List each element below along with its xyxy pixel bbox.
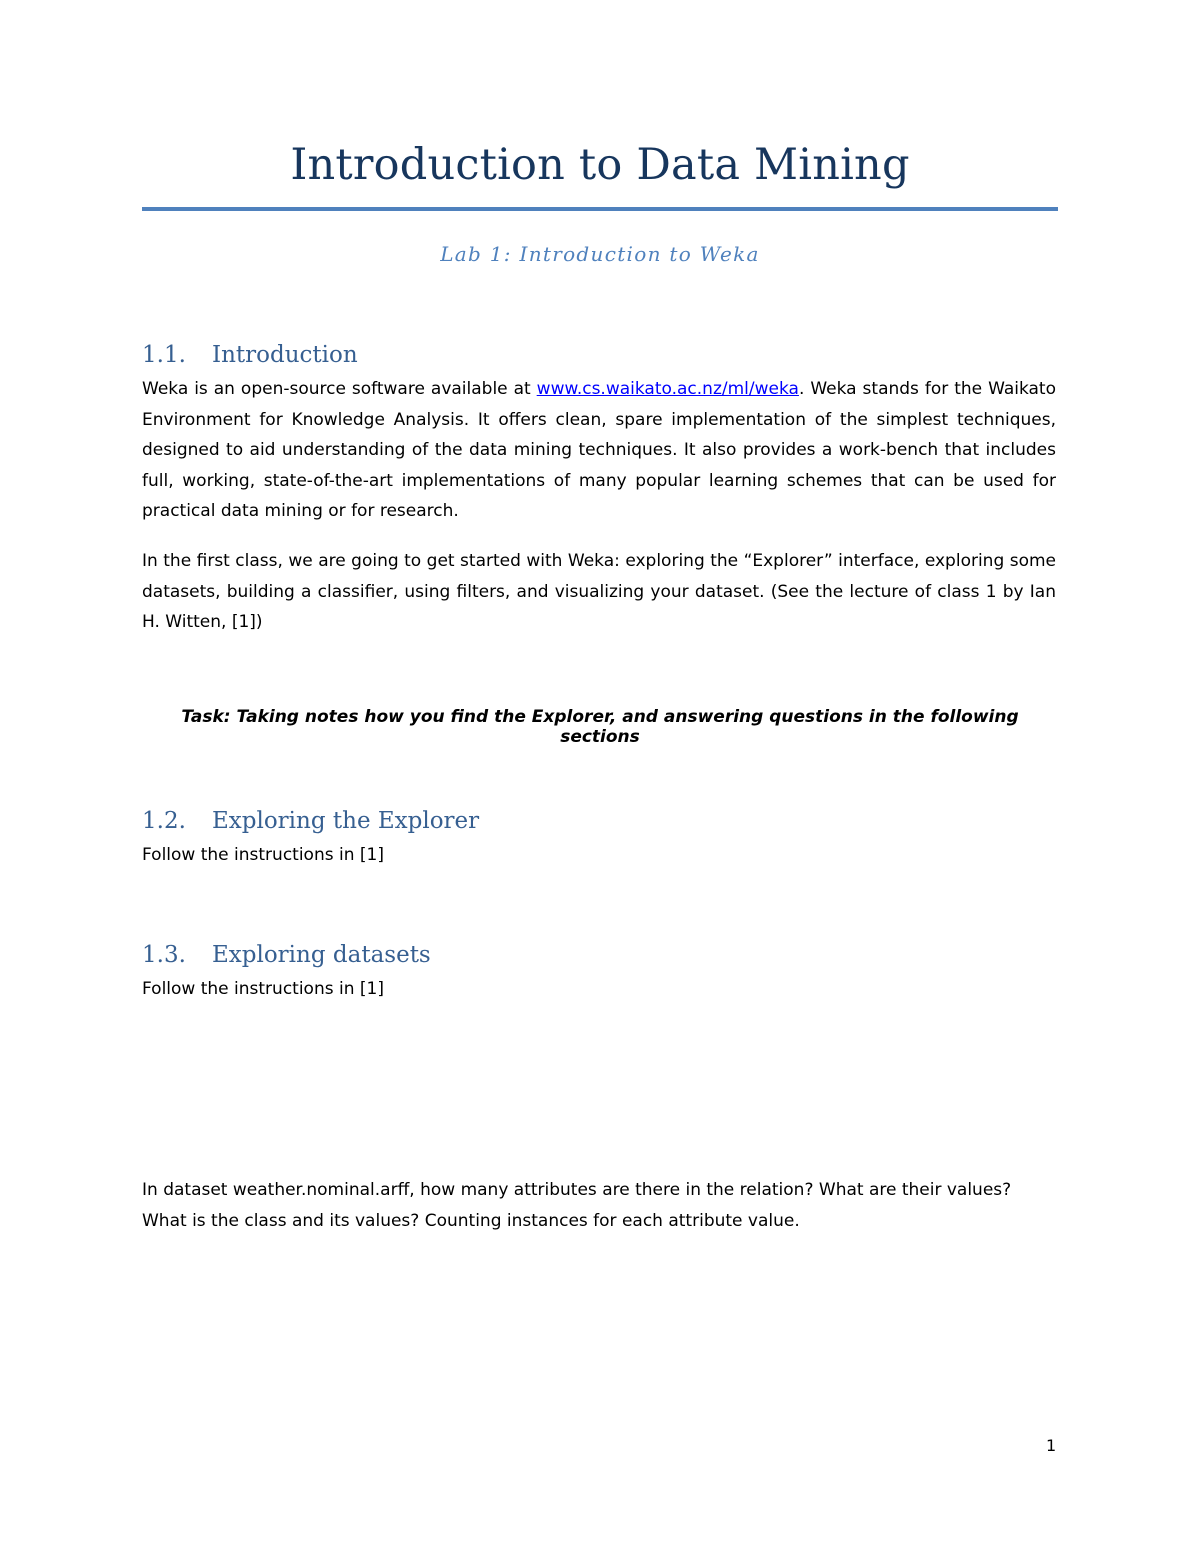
section-heading-introduction bbox=[142, 342, 358, 368]
section-number: 1.1. bbox=[142, 342, 186, 368]
section-title: Exploring datasets bbox=[212, 942, 431, 968]
document-title: Introduction to Data Mining bbox=[290, 140, 910, 190]
section-number: 1.2. bbox=[142, 808, 186, 834]
intro-text-start: Weka is an open-source software available at bbox=[142, 379, 537, 399]
section-heading-exploring-explorer bbox=[142, 808, 479, 834]
task-statement: Task: Taking notes how you find the Explorer, and answering questions in the following sections bbox=[181, 707, 1019, 747]
intro-text-end: . Weka stands for the Waikato Environment for Knowledge Analysis. It offers clean, spare implementation of the simplest techniques, designed to aid understanding of the data mining techniques. It also provides a work-bench that includes full, working, state-of-the-art implementations of many popular learning schemes that can be used for practical data mining or for research. bbox=[142, 379, 1056, 521]
section-number: 1.3. bbox=[142, 942, 186, 968]
page-number: 1 bbox=[1046, 1436, 1057, 1455]
document-subtitle: Lab 1: Introduction to Weka bbox=[440, 242, 760, 266]
section-title: Exploring the Explorer bbox=[212, 808, 480, 834]
explorer-instructions: Follow the instructions in [1] bbox=[142, 845, 384, 865]
dataset-question: In dataset weather.nominal.arff, how many attributes are there in the relation? What are their values? What is the class and its values? Counting instances for each attribute value. bbox=[142, 1180, 1012, 1231]
intro-paragraph bbox=[142, 374, 1056, 527]
title-underline bbox=[142, 207, 1058, 211]
weka-website-link[interactable]: www.cs.waikato.ac.nz/ml/weka bbox=[536, 379, 799, 399]
first-class-paragraph: In the first class, we are going to get started with Weka: exploring the “Explorer” interface, exploring some datasets, building a classifier, using filters, and visualizing your dataset. (See the lecture of class 1 by Ian H. Witten, [1]) bbox=[142, 551, 1056, 632]
section-heading-exploring-datasets bbox=[142, 942, 431, 968]
datasets-instructions: Follow the instructions in [1] bbox=[142, 979, 384, 999]
section-title: Introduction bbox=[212, 342, 358, 368]
